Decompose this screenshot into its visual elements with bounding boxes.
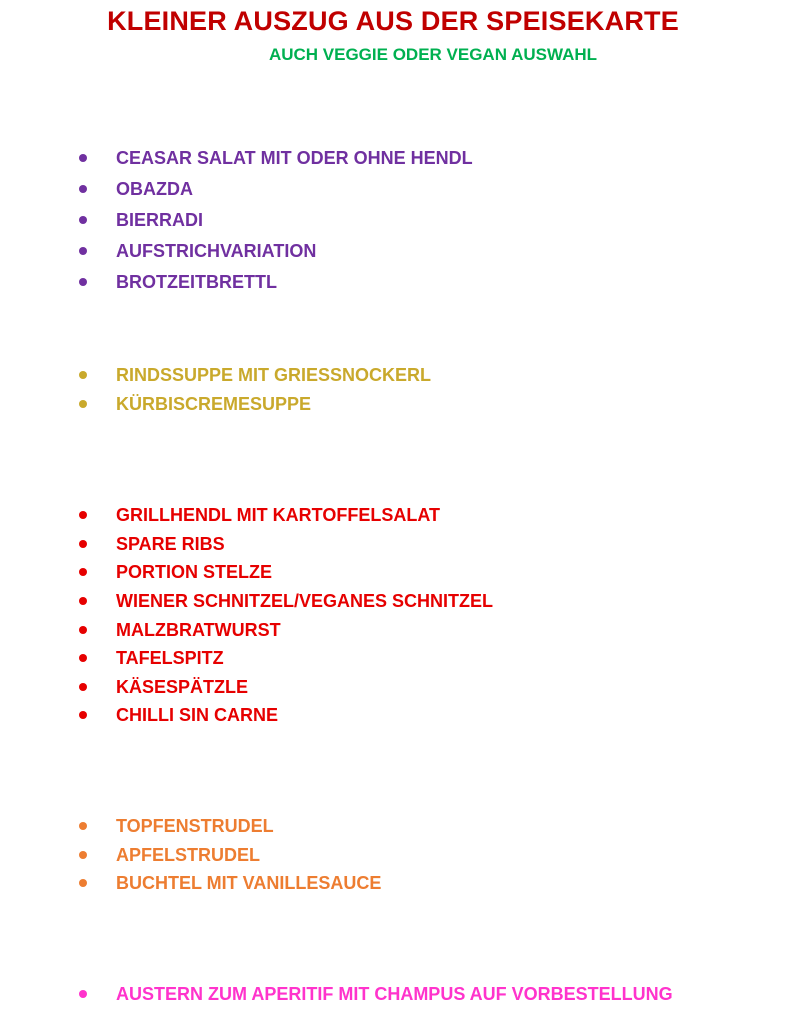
bullet-icon <box>79 371 87 379</box>
menu-item-label: CEASAR SALAT MIT ODER OHNE HENDL <box>116 148 473 169</box>
bullet-icon <box>79 597 87 605</box>
bullet-icon <box>79 540 87 548</box>
menu-item-label: BROTZEITBRETTL <box>116 271 277 292</box>
menu-item-label: WIENER SCHNITZEL/VEGANES SCHNITZEL <box>116 591 494 612</box>
menu-item-label: PORTION STELZE <box>116 562 273 583</box>
menu-item-label: KÄSESPÄTZLE <box>116 676 249 697</box>
bullet-icon <box>79 654 87 662</box>
bullet-icon <box>79 822 87 830</box>
page-subtitle: AUCH VEGGIE ODER VEGAN AUSWAHL <box>268 45 598 64</box>
menu-item-label: CHILLI SIN CARNE <box>116 705 278 726</box>
bullet-icon <box>79 511 87 519</box>
bullet-icon <box>79 711 87 719</box>
menu-item-label: AUFSTRICHVARIATION <box>116 240 317 261</box>
bullet-icon <box>79 990 87 998</box>
menu-item-label: RINDSSUPPE MIT GRIESSNOCKERL <box>116 365 432 386</box>
menu-item-label: AUSTERN ZUM APERITIF MIT CHAMPUS AUF VORBESTELLUNG <box>116 984 673 1005</box>
bullet-icon <box>79 185 87 193</box>
bullet-icon <box>79 683 87 691</box>
menu-item-label: TAFELSPITZ <box>116 648 224 669</box>
menu-item-label: MALZBRATWURST <box>116 619 281 640</box>
menu-item-label: SPARE RIBS <box>116 533 225 554</box>
bullet-icon <box>79 879 87 887</box>
menu-item-label: TOPFENSTRUDEL <box>116 816 274 837</box>
page-title: KLEINER AUSZUG AUS DER SPEISEKARTE <box>107 6 679 36</box>
menu-item-label: APFELSTRUDEL <box>116 844 260 865</box>
menu-item-label: KÜRBISCREMESUPPE <box>116 393 312 414</box>
bullet-icon <box>79 216 87 224</box>
menu-item-label: BUCHTEL MIT VANILLESAUCE <box>116 873 382 894</box>
menu-item-label: GRILLHENDL MIT KARTOFFELSALAT <box>116 505 440 526</box>
menu-item-label: BIERRADI <box>116 209 204 230</box>
bullet-icon <box>79 400 87 408</box>
menu-item-label: OBAZDA <box>116 179 193 200</box>
bullet-icon <box>79 626 87 634</box>
bullet-icon <box>79 851 87 859</box>
bullet-icon <box>79 568 87 576</box>
bullet-icon <box>79 154 87 162</box>
bullet-icon <box>79 247 87 255</box>
bullet-icon <box>79 278 87 286</box>
